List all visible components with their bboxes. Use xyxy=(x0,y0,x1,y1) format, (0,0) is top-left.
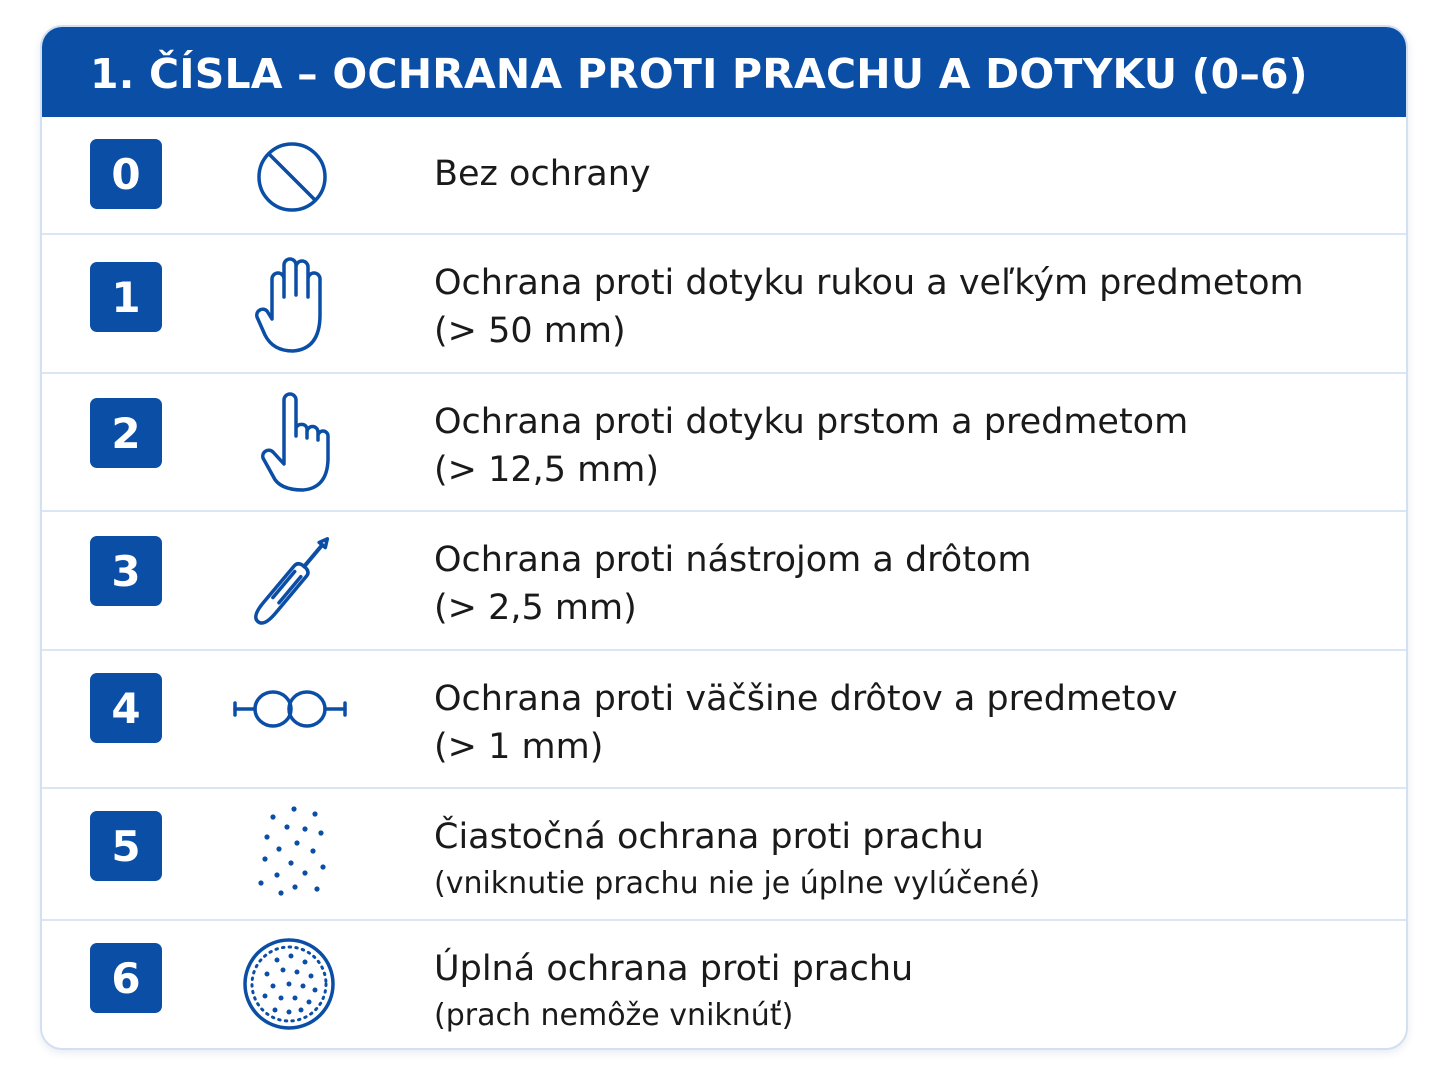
digit-badge-3: 3 xyxy=(90,536,162,606)
digit-badge-5: 5 xyxy=(90,811,162,881)
digit-badge-4: 4 xyxy=(90,673,162,743)
table-row xyxy=(42,787,1406,919)
table-row xyxy=(42,372,1406,510)
row-note: (vniknutie prachu nie je úplne vylúčené) xyxy=(434,866,1041,901)
row-size: (> 12,5 mm) xyxy=(434,450,660,490)
digit-badge-0: 0 xyxy=(90,139,162,209)
digit-badge-6: 6 xyxy=(90,943,162,1013)
row-label: Ochrana proti dotyku rukou a veľkým predmetom xyxy=(434,263,1304,303)
digit-badge-1: 1 xyxy=(90,262,162,332)
row-size: (> 2,5 mm) xyxy=(434,588,637,628)
row-label: Ochrana proti nástrojom a drôtom xyxy=(434,540,1032,580)
ip-code-card xyxy=(40,25,1408,1050)
row-label: Ochrana proti väčšine drôtov a predmetov xyxy=(434,679,1178,719)
row-size: (> 50 mm) xyxy=(434,311,626,351)
row-label: Čiastočná ochrana proti prachu xyxy=(434,817,984,857)
row-size: (> 1 mm) xyxy=(434,727,604,767)
row-text xyxy=(434,675,1366,771)
row-note: (prach nemôže vniknúť) xyxy=(434,998,794,1033)
row-text xyxy=(434,150,1366,198)
header-title: 1. ČÍSLA – OCHRANA PROTI PRACHU A DOTYKU (0–6) xyxy=(90,50,1308,98)
row-text xyxy=(434,398,1366,494)
table-row xyxy=(42,233,1406,372)
open-hand-icon xyxy=(227,245,357,355)
row-text xyxy=(434,259,1366,355)
table-row xyxy=(42,919,1406,1050)
header-bar xyxy=(42,27,1406,117)
wire-loop-icon xyxy=(227,653,357,763)
row-text xyxy=(434,536,1366,632)
prohibited-icon xyxy=(227,120,357,230)
row-label: Bez ochrany xyxy=(434,154,651,194)
table-row xyxy=(42,649,1406,787)
table-row xyxy=(42,510,1406,649)
pointing-finger-icon xyxy=(227,384,357,494)
dust-particles-icon xyxy=(227,797,357,907)
screwdriver-icon xyxy=(227,526,357,636)
row-label: Ochrana proti dotyku prstom a predmetom xyxy=(434,402,1189,442)
digit-badge-2: 2 xyxy=(90,398,162,468)
dust-sealed-circle-icon xyxy=(227,926,357,1036)
row-text xyxy=(434,813,1366,907)
row-label: Úplná ochrana proti prachu xyxy=(434,949,914,989)
row-text xyxy=(434,945,1366,1039)
table-row xyxy=(42,117,1406,233)
